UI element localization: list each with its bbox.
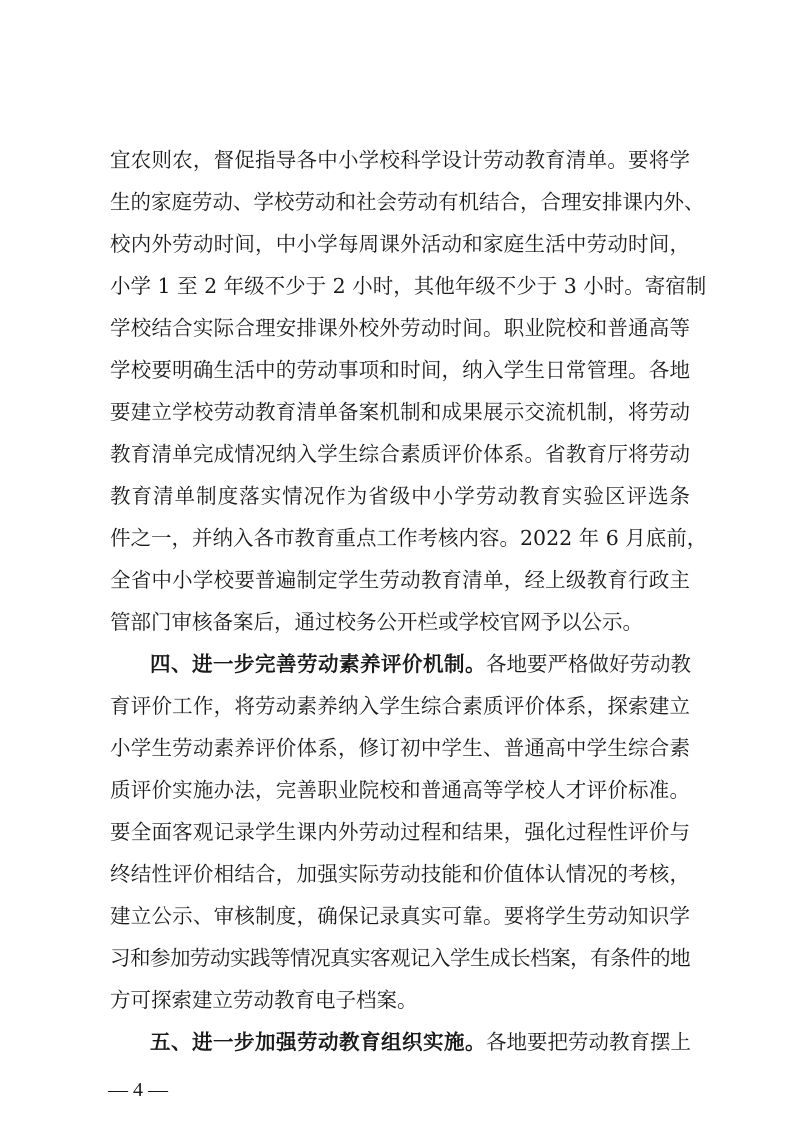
body-text-line: 终结性评价相结合，加强实际劳动技能和价值体认情况的考核， (110, 862, 690, 886)
body-text-line: 方可探索建立劳动教育电子档案。 (110, 988, 418, 1012)
section-5-first-line (150, 1025, 690, 1059)
body-text-line: 生的家庭劳动、学校劳动和社会劳动有机结合，合理安排课内外、 (110, 190, 705, 214)
section-5-heading: 五、进一步加强劳动教育组织实施。 (150, 1030, 486, 1054)
section-4-first-text: 各地要严格做好劳动教 (486, 652, 691, 676)
body-text-line: 小学生劳动素养评价体系，修订初中学生、普通高中学生综合素 (110, 736, 690, 760)
body-text-line: 要建立学校劳动教育清单备案机制和成果展示交流机制，将劳动 (110, 400, 690, 424)
body-text-line: 校内外劳动时间，中小学每周课外活动和家庭生活中劳动时间， (110, 232, 690, 256)
section-4-first-line (150, 647, 690, 681)
body-text-line: 管部门审核备案后，通过校务公开栏或学校官网予以公示。 (110, 610, 643, 634)
body-text-line: 教育清单制度落实情况作为省级中小学劳动教育实验区评选条 (110, 484, 690, 508)
body-text-line: 要全面客观记录学生课内外劳动过程和结果，强化过程性评价与 (110, 820, 690, 844)
body-text-line: 教育清单完成情况纳入学生综合素质评价体系。省教育厅将劳动 (110, 442, 690, 466)
body-text-line: 小学 1 至 2 年级不少于 2 小时，其他年级不少于 3 小时。寄宿制 (110, 274, 707, 298)
body-text-line: 件之一，并纳入各市教育重点工作考核内容。2022 年 6 月底前， (110, 526, 708, 550)
section-4-heading: 四、进一步完善劳动素养评价机制。 (150, 652, 486, 676)
body-text-line: 学校要明确生活中的劳动事项和时间，纳入学生日常管理。各地 (110, 358, 690, 382)
body-text-line: 建立公示、审核制度，确保记录真实可靠。要将学生劳动知识学 (110, 904, 690, 928)
body-text-line: 宜农则农，督促指导各中小学校科学设计劳动教育清单。要将学 (110, 148, 690, 172)
body-text-line: 习和参加劳动实践等情况真实客观记入学生成长档案，有条件的地 (110, 946, 690, 970)
section-5-first-text: 各地要把劳动教育摆上 (486, 1030, 691, 1054)
body-text-line: 全省中小学校要普遍制定学生劳动教育清单，经上级教育行政主 (110, 568, 690, 592)
page-number: — 4 — (108, 1079, 168, 1101)
body-text-line: 学校结合实际合理安排课外校外劳动时间。职业院校和普通高等 (110, 316, 690, 340)
body-text-line: 质评价实施办法，完善职业院校和普通高等学校人才评价标准。 (110, 778, 690, 802)
body-text-line: 育评价工作，将劳动素养纳入学生综合素质评价体系，探索建立 (110, 694, 690, 718)
